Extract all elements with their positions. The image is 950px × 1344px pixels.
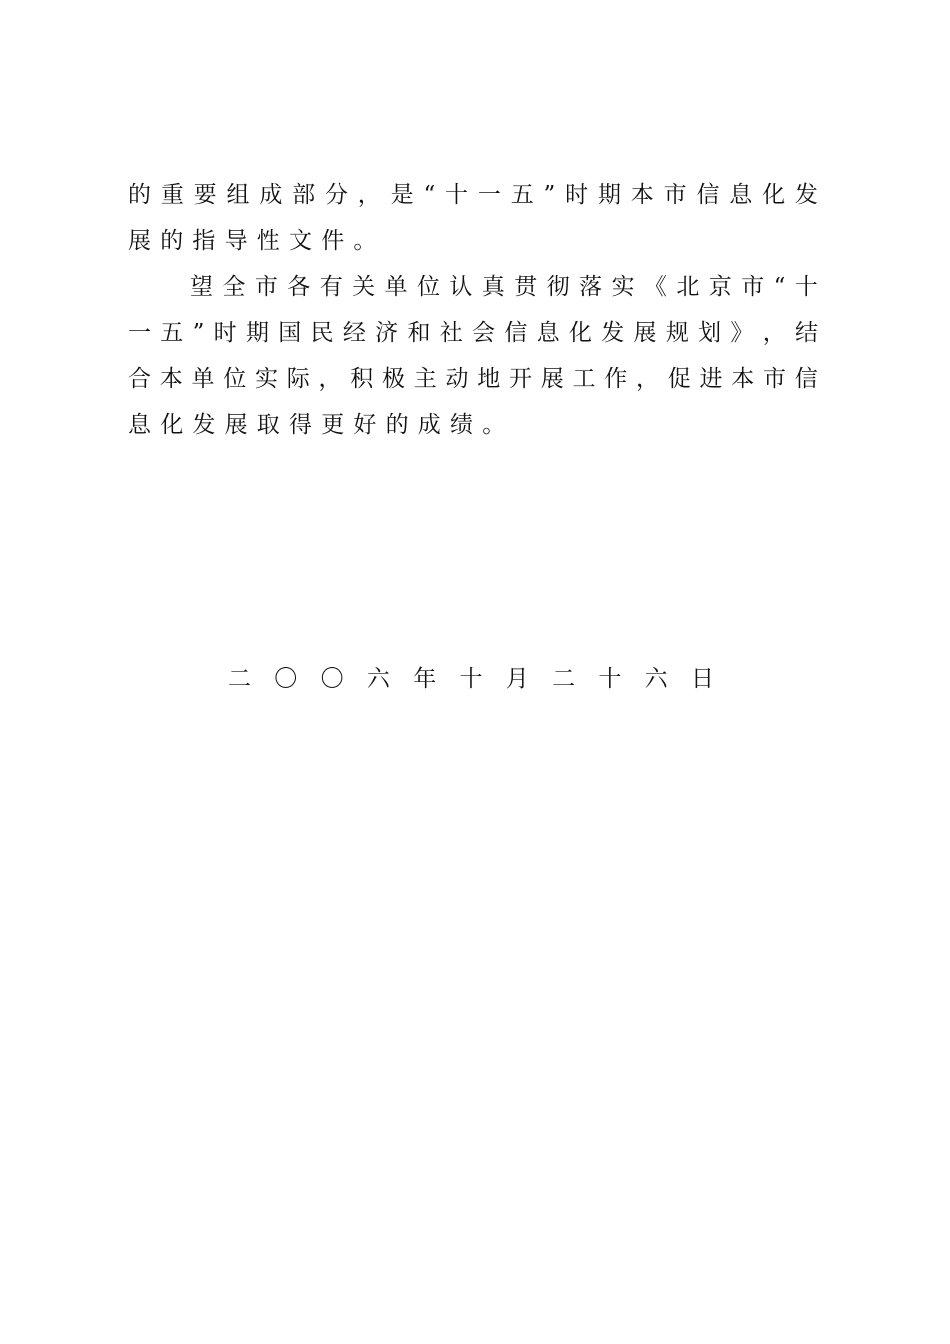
glyph: 时 [565,182,589,208]
glyph: 五 [160,320,184,346]
glyph: 认 [449,274,473,300]
glyph: 日 [690,666,714,692]
glyph: 一 [477,182,501,208]
glyph: 积 [350,366,374,392]
glyph: 分 [324,182,348,208]
glyph: 本 [159,366,183,392]
glyph: 期 [245,320,269,346]
body-text [128,172,818,448]
paragraph-2-line-4: 息化发展取得更好的成绩。 [128,412,515,438]
glyph: 信 [794,366,818,392]
glyph: ， [357,182,381,208]
paragraph-1-line-2: 展的指导性文件。 [128,228,386,254]
glyph: “ [773,274,786,300]
paragraph-1-line-1 [128,172,818,218]
glyph: 实 [611,274,635,300]
glyph: 进 [699,366,723,392]
glyph: 息 [729,182,753,208]
glyph: 要 [193,182,217,208]
glyph: 市 [763,366,786,392]
glyph: 一 [128,320,151,346]
glyph: 信 [504,320,528,346]
glyph: 市 [254,274,278,300]
glyph: 和 [407,320,431,346]
glyph: 有 [319,274,343,300]
glyph: 发 [601,320,625,346]
glyph: “ [423,182,436,208]
glyph: 时 [213,320,237,346]
paragraph-2-line-2 [128,310,818,356]
glyph: 单 [384,274,408,300]
glyph: 主 [413,366,437,392]
glyph: 重 [160,182,184,208]
glyph: 组 [226,182,250,208]
glyph: ” [192,320,205,346]
glyph: 单 [191,366,215,392]
glyph: 成 [259,182,283,208]
glyph: 月 [505,666,529,692]
glyph: 落 [579,274,603,300]
glyph: 发 [794,182,818,208]
glyph: 部 [292,182,316,208]
glyph: 北 [676,274,700,300]
glyph: 展 [633,320,657,346]
glyph: ， [636,366,659,392]
glyph: 《 [643,274,667,300]
document-date [228,656,714,702]
glyph: 市 [741,274,765,300]
glyph: 本 [731,366,755,392]
glyph: 展 [540,366,564,392]
glyph: 社 [439,320,463,346]
glyph: 六 [366,666,390,692]
glyph: 彻 [546,274,570,300]
glyph: 结 [795,320,818,346]
glyph: 信 [696,182,720,208]
glyph: ” [543,182,556,208]
glyph: 市 [663,182,687,208]
glyph: 济 [375,320,399,346]
glyph: 十 [445,182,469,208]
glyph: 》 [730,320,754,346]
glyph: 开 [509,366,532,392]
glyph: 经 [342,320,366,346]
glyph: 关 [352,274,376,300]
glyph: 合 [128,366,151,392]
glyph: 〇 [274,666,298,692]
glyph: 促 [667,366,691,392]
glyph: 二 [228,666,251,692]
paragraph-2-line-1 [128,264,818,310]
glyph: 地 [477,366,501,392]
glyph: 工 [572,366,596,392]
glyph: 国 [278,320,302,346]
glyph: 期 [597,182,621,208]
glyph: 年 [413,666,437,692]
glyph: 实 [255,366,278,392]
glyph: 民 [310,320,334,346]
glyph: 全 [222,274,246,300]
glyph: 位 [223,366,247,392]
glyph: 本 [630,182,654,208]
glyph: 际 [286,366,310,392]
glyph: 位 [416,274,440,300]
glyph: 划 [698,320,722,346]
glyph: 的 [128,182,151,208]
glyph: 化 [762,182,786,208]
glyph: 化 [568,320,592,346]
glyph: 极 [382,366,405,392]
glyph: 二 [552,666,576,692]
glyph: 各 [287,274,311,300]
glyph: 真 [481,274,505,300]
glyph: 六 [644,666,668,692]
glyph: 息 [536,320,560,346]
glyph: ， [318,366,342,392]
glyph: 规 [665,320,689,346]
glyph: 十 [459,666,483,692]
glyph: 十 [598,666,622,692]
glyph: ， [762,320,786,346]
glyph: 贯 [514,274,538,300]
paragraph-2-line-3 [128,356,818,402]
glyph: 〇 [320,666,344,692]
glyph: 作 [604,366,628,392]
glyph: 会 [472,320,496,346]
glyph: 望 [190,274,213,300]
glyph: 是 [390,182,414,208]
glyph: 五 [510,182,534,208]
glyph: 动 [445,366,469,392]
glyph: 京 [708,274,732,300]
glyph: 十 [794,274,818,300]
